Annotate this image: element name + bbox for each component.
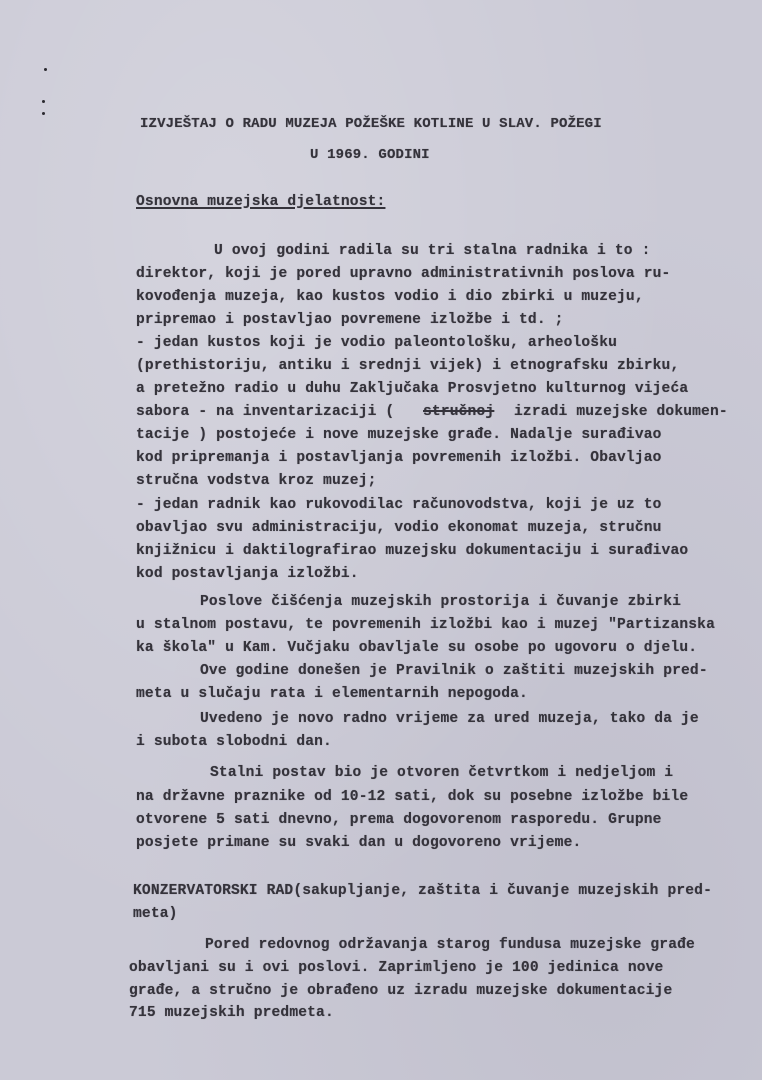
body-line: Poslove čišćenja muzejskih prostorija i čuvanje zbirki xyxy=(200,594,682,610)
body-line: Stalni postav bio je otvoren četvrtkom i nedjeljom i xyxy=(210,765,674,781)
document-title: IZVJEŠTAJ O RADU MUZEJA POŽEŠKE KOTLINE U SLAV. POŽEGI xyxy=(140,116,602,132)
body-line: - jedan kustos koji je vodio paleontološku, arheološku xyxy=(136,335,618,351)
body-line: Pored redovnog održavanja starog fundusa muzejske građe xyxy=(205,937,695,953)
body-line: U ovoj godini radila su tri stalna radnika i to : xyxy=(214,243,651,259)
body-line: stručna vodstva kroz muzej; xyxy=(136,473,377,489)
body-line: građe, a stručno je obrađeno uz izradu muzejske dokumentacije xyxy=(129,983,673,999)
body-line: kod pripremanja i postavljanja povremenih izložbi. Obavljao xyxy=(136,450,662,466)
body-line: izradi muzejske dokumen- xyxy=(514,404,728,420)
punch-hole-mark xyxy=(42,112,45,115)
document-subtitle: U 1969. GODINI xyxy=(310,147,430,163)
body-line: knjižnicu i daktilografirao muzejsku dokumentaciju i surađivao xyxy=(136,543,689,559)
body-line: sabora - na inventarizaciji ( xyxy=(136,404,395,420)
body-line: i subota slobodni dan. xyxy=(136,734,332,750)
body-line: - jedan radnik kao rukovodilac računovodstva, koji je uz to xyxy=(136,497,662,513)
section-heading-continuation: meta) xyxy=(133,906,178,922)
section-heading: Osnovna muzejska djelatnost: xyxy=(136,194,386,210)
body-line: meta u slučaju rata i elementarnih nepogoda. xyxy=(136,686,528,702)
section-heading: KONZERVATORSKI RAD(sakupljanje, zaštita i čuvanje muzejskih pred- xyxy=(133,883,712,899)
body-line: 715 muzejskih predmeta. xyxy=(129,1005,334,1021)
body-line: Uvedeno je novo radno vrijeme za ured muzeja, tako da je xyxy=(200,711,699,727)
body-line: obavljao svu administraciju, vodio ekonomat muzeja, stručnu xyxy=(136,520,662,536)
body-line: (prethistoriju, antiku i srednji vijek) i etnografsku zbirku, xyxy=(136,358,680,374)
body-line: na državne praznike od 10-12 sati, dok su posebne izložbe bile xyxy=(136,789,689,805)
body-line: Ove godine donešen je Pravilnik o zaštiti muzejskih pred- xyxy=(200,663,708,679)
body-line: a pretežno radio u duhu Zaključaka Prosvjetno kulturnog vijeća xyxy=(136,381,689,397)
punch-hole-mark xyxy=(44,68,47,71)
body-line: posjete primane su svaki dan u dogovoreno vrijeme. xyxy=(136,835,582,851)
body-line: direktor, koji je pored upravno administrativnih poslova ru- xyxy=(136,266,671,282)
struck-word: stručnoj xyxy=(423,404,495,420)
body-line: pripremao i postavljao povremene izložbe i td. ; xyxy=(136,312,564,328)
body-line: kod postavljanja izložbi. xyxy=(136,566,359,582)
body-line: tacije ) postojeće i nove muzejske građe. Nadalje surađivao xyxy=(136,427,662,443)
body-line: ka škola" u Kam. Vučjaku obavljale su osobe po ugovoru o djelu. xyxy=(136,640,698,656)
body-line: otvorene 5 sati dnevno, prema dogovorenom rasporedu. Grupne xyxy=(136,812,662,828)
body-line: kovođenja muzeja, kao kustos vodio i dio zbirki u muzeju, xyxy=(136,289,644,305)
body-line: obavljani su i ovi poslovi. Zaprimljeno je 100 jedinica nove xyxy=(129,960,664,976)
punch-hole-mark xyxy=(42,100,45,103)
body-line: u stalnom postavu, te povremenih izložbi kao i muzej "Partizanska xyxy=(136,617,715,633)
